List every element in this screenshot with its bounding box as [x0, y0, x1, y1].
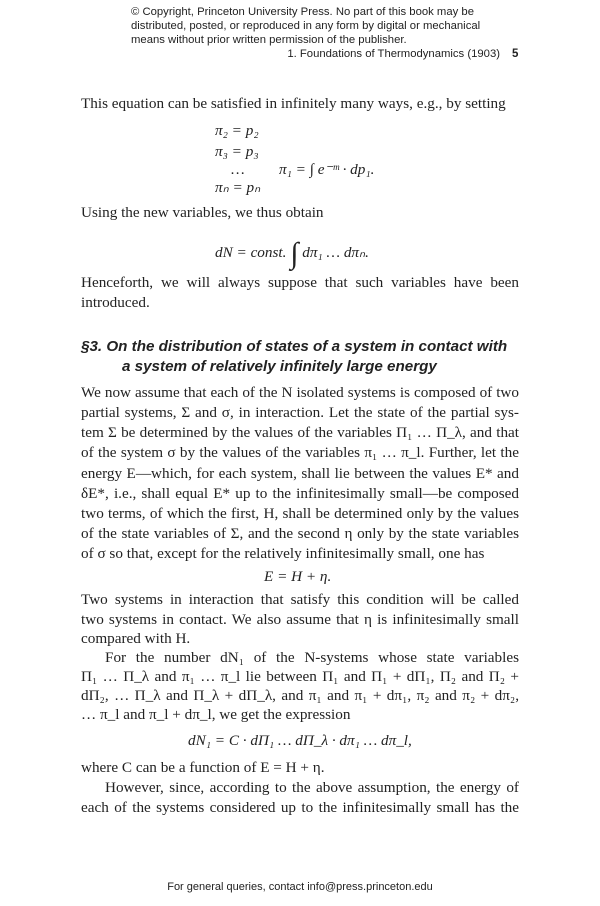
paragraph-line: dΠ₂, … Π_λ and Π_λ + dΠ_λ, and π₁ and π₁ + dπ₁, π₂ and π₂ + dπ₂,: [81, 687, 519, 704]
paragraph-line: partial systems, Σ and σ, in interaction. Let the state of the partial sys-: [81, 404, 519, 421]
running-head: 1. Foundations of Thermodynamics (1903): [287, 48, 500, 60]
equation-line: π₃ = p₃: [215, 143, 259, 160]
paragraph-line: This equation can be satisfied in infinitely many ways, e.g., by setting: [81, 95, 506, 112]
paragraph-line: of σ so that, except for the relatively infinitesimally small, one has: [81, 545, 485, 562]
equation-line: π₂ = p₂: [215, 122, 259, 139]
footer: For general queries, contact info@press.princeton.edu: [167, 881, 433, 893]
paragraph-line: two terms, of which the first, H, shall be determined only by the values: [81, 505, 519, 522]
paragraph-line: Henceforth, we will always suppose that such variables have been: [81, 274, 519, 291]
paragraph-line: of the system σ by the values of the variables π₁ … π_l. Further, let the: [81, 444, 519, 461]
paragraph-line: two systems in contact. We also assume that η is infinitesimally small: [81, 611, 519, 628]
paragraph-line: of the state variables of Σ, and the second η only by the state variables: [81, 525, 519, 542]
copyright-line: © Copyright, Princeton University Press. No part of this book may be: [131, 6, 474, 18]
equation-line: πₙ = pₙ: [215, 179, 261, 196]
section-heading: a system of relatively infinitely large energy: [122, 358, 437, 375]
paragraph-line: Two systems in interaction that satisfy this condition will be called: [81, 591, 519, 608]
paragraph-line: introduced.: [81, 294, 150, 311]
page-number: 5: [512, 48, 519, 60]
equation-side: π₁ = ∫ e⁻ᵐ · dp₁.: [279, 161, 375, 178]
equation-left: dN = const.: [215, 244, 287, 261]
paragraph-line: Π₁ … Π_λ and π₁ … π_l lie between Π₁ and Π₁ + dΠ₁, Π₂ and Π₂ +: [81, 668, 519, 685]
paragraph-line: δE*, i.e., shall equal E* up to the infinitesimally small—be composed: [81, 485, 519, 502]
section-heading: §3. On the distribution of states of a system in contact with: [81, 338, 508, 355]
paragraph-line: Using the new variables, we thus obtain: [81, 204, 324, 221]
equation-right: dπ₁ … dπₙ.: [302, 244, 369, 261]
integral-sign: ∫: [290, 237, 299, 270]
paragraph-line: We now assume that each of the N isolated systems is composed of two: [81, 384, 519, 401]
paragraph-line: compared with H.: [81, 630, 191, 647]
copyright-line: distributed, posted, or reproduced in any form by digital or mechanical: [131, 20, 481, 32]
paragraph-line: tem Σ be determined by the values of the variables Π₁ … Π_λ, and that: [81, 424, 519, 441]
equation: E = H + η.: [264, 568, 332, 585]
paragraph-line: energy E—which, for each system, shall lie between the values E* and: [81, 465, 519, 482]
paragraph-line: For the number dN₁ of the N-systems whose state variables: [105, 649, 519, 666]
equation-line: …: [230, 161, 246, 178]
copyright-line: means without prior written permission of the publisher.: [131, 34, 407, 46]
equation: dN₁ = C · dΠ₁ … dΠ_λ · dπ₁ … dπ_l,: [188, 732, 412, 749]
paragraph-line: However, since, according to the above assumption, the energy of: [105, 779, 519, 796]
paragraph-line: where C can be a function of E = H + η.: [81, 759, 325, 776]
paragraph-line: … π_l and π_l + dπ_l, we get the expression: [81, 706, 351, 723]
paragraph-line: each of the systems considered up to the infinitesimally small has the: [81, 799, 519, 816]
